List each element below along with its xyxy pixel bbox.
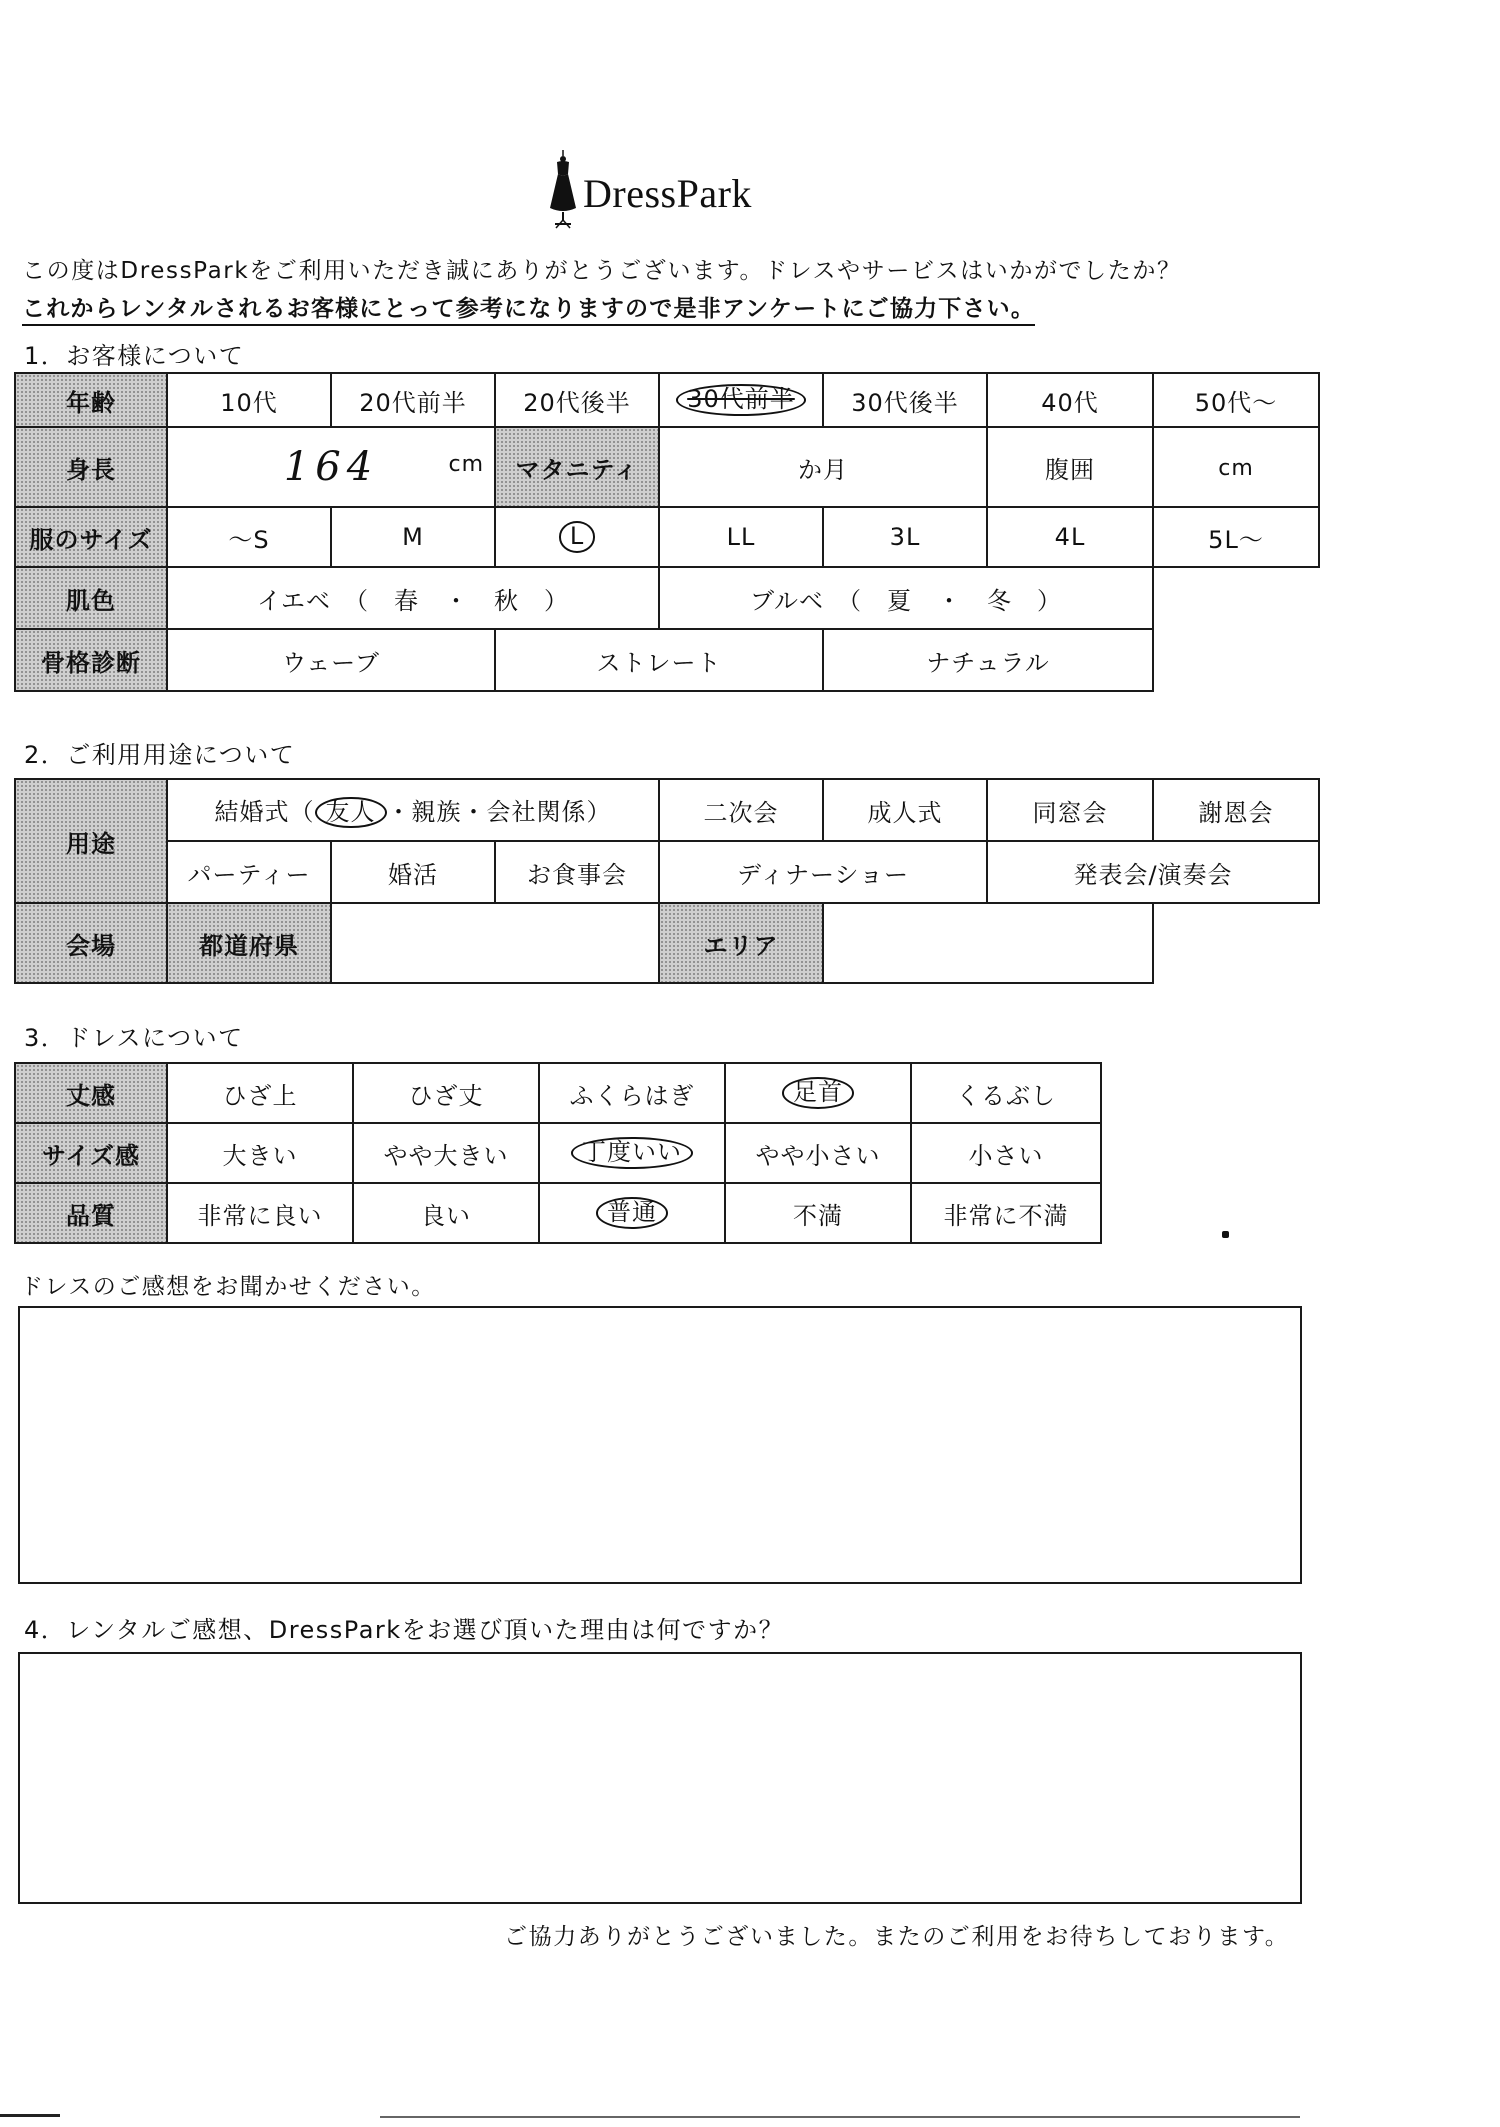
dress-comment-box[interactable] bbox=[18, 1306, 1302, 1584]
fit-option[interactable]: 小さい bbox=[911, 1123, 1101, 1183]
fit-row bbox=[15, 1123, 1101, 1183]
fit-option[interactable]: やや小さい bbox=[725, 1123, 911, 1183]
selected-length: 足首 bbox=[782, 1077, 854, 1109]
dress-comment-prompt: ドレスのご感想をお聞かせください。 bbox=[20, 1274, 436, 1300]
fit-option[interactable]: 大きい bbox=[167, 1123, 353, 1183]
selected-size: L bbox=[559, 521, 595, 553]
age-option-selected[interactable] bbox=[659, 373, 823, 427]
age-option[interactable]: 20代後半 bbox=[495, 373, 659, 427]
size-option[interactable]: 3L bbox=[823, 507, 987, 567]
size-option[interactable]: 5L～ bbox=[1153, 507, 1319, 567]
fit-option[interactable]: やや大きい bbox=[353, 1123, 539, 1183]
purpose-row-1 bbox=[15, 779, 1319, 841]
skin-label: 肌色 bbox=[15, 567, 167, 629]
section4-title: 4．レンタルご感想、DressParkをお選び頂いた理由は何ですか？ bbox=[24, 1616, 785, 1644]
length-label: 丈感 bbox=[15, 1063, 167, 1123]
age-option[interactable]: 50代～ bbox=[1153, 373, 1319, 427]
section3-title: 3．ドレスについて bbox=[24, 1024, 244, 1052]
maternity-label: マタニティ bbox=[495, 427, 659, 507]
selected-quality: 普通 bbox=[596, 1197, 668, 1229]
purpose-wedding[interactable] bbox=[167, 779, 659, 841]
selected-fit: 丁度いい bbox=[571, 1137, 693, 1169]
fit-label: サイズ感 bbox=[15, 1123, 167, 1183]
months-unit: か月 bbox=[798, 455, 848, 484]
venue-label: 会場 bbox=[15, 903, 167, 983]
height-row bbox=[15, 427, 1319, 507]
quality-row bbox=[15, 1183, 1101, 1243]
area-label: エリア bbox=[659, 903, 823, 983]
quality-option[interactable]: 非常に良い bbox=[167, 1183, 353, 1243]
intro-request: これからレンタルされるお客様にとって参考になりますので是非アンケートにご協力下さい。 bbox=[22, 290, 1035, 326]
skin-row bbox=[15, 567, 1319, 629]
scan-speck bbox=[1222, 1231, 1229, 1238]
length-row bbox=[15, 1063, 1101, 1123]
scan-edge-line bbox=[380, 2116, 1300, 2118]
height-value: 164 bbox=[283, 444, 379, 490]
wedding-rest: ・親族・会社関係 bbox=[386, 797, 587, 826]
age-label: 年齢 bbox=[15, 373, 167, 427]
length-option[interactable]: くるぶし bbox=[911, 1063, 1101, 1123]
wedding-suffix: ） bbox=[586, 797, 612, 826]
purpose-option[interactable]: 二次会 bbox=[659, 779, 823, 841]
closing-message: ご協力ありがとうございました。またのご利用をお待ちしております。 bbox=[504, 1924, 1290, 1950]
maternity-months-field[interactable] bbox=[659, 427, 987, 507]
selected-age: 30代前半 bbox=[676, 384, 806, 416]
size-option[interactable]: ～S bbox=[167, 507, 331, 567]
brand-name: DressPark bbox=[583, 171, 752, 216]
purpose-option[interactable]: 発表会/演奏会 bbox=[987, 841, 1319, 903]
skeleton-option[interactable]: ナチュラル bbox=[823, 629, 1153, 691]
size-option[interactable]: LL bbox=[659, 507, 823, 567]
height-field[interactable] bbox=[167, 427, 495, 507]
purpose-table bbox=[14, 778, 1320, 984]
skin-yellow-option[interactable]: イエベ （ 春 ・ 秋 ） bbox=[167, 567, 659, 629]
wedding-prefix: 結婚式（ bbox=[214, 797, 315, 826]
size-option-selected[interactable] bbox=[495, 507, 659, 567]
purpose-option[interactable]: 謝恩会 bbox=[1153, 779, 1319, 841]
dress-form-icon bbox=[545, 150, 581, 230]
waist-unit: cm bbox=[1218, 456, 1254, 481]
section2-title: 2．ご利用用途について bbox=[24, 741, 296, 769]
skeleton-row bbox=[15, 629, 1319, 691]
area-field[interactable] bbox=[823, 903, 1153, 983]
waist-field[interactable] bbox=[1153, 427, 1319, 507]
size-label: 服のサイズ bbox=[15, 507, 167, 567]
purpose-option[interactable]: お食事会 bbox=[495, 841, 659, 903]
quality-option-selected[interactable] bbox=[539, 1183, 725, 1243]
fit-option-selected[interactable] bbox=[539, 1123, 725, 1183]
height-label: 身長 bbox=[15, 427, 167, 507]
length-option[interactable]: ひざ丈 bbox=[353, 1063, 539, 1123]
wedding-friend-selected: 友人 bbox=[315, 797, 387, 829]
skeleton-label: 骨格診断 bbox=[15, 629, 167, 691]
rental-comment-box[interactable] bbox=[18, 1652, 1302, 1904]
age-option[interactable]: 40代 bbox=[987, 373, 1153, 427]
prefecture-field[interactable] bbox=[331, 903, 659, 983]
dresspark-logo bbox=[545, 150, 785, 230]
purpose-option[interactable]: ディナーショー bbox=[659, 841, 987, 903]
age-row bbox=[15, 373, 1319, 427]
purpose-option[interactable]: 成人式 bbox=[823, 779, 987, 841]
prefecture-label: 都道府県 bbox=[167, 903, 331, 983]
intro-text: この度はDressParkをご利用いただき誠にありがとうございます。ドレスやサービスはいかがでしたか？ bbox=[22, 258, 1182, 284]
quality-option[interactable]: 良い bbox=[353, 1183, 539, 1243]
skeleton-option[interactable]: ウェーブ bbox=[167, 629, 495, 691]
skeleton-option[interactable]: ストレート bbox=[495, 629, 823, 691]
purpose-option[interactable]: 同窓会 bbox=[987, 779, 1153, 841]
venue-row bbox=[15, 903, 1319, 983]
scan-edge-line bbox=[0, 2114, 60, 2117]
length-option-selected[interactable] bbox=[725, 1063, 911, 1123]
size-option[interactable]: M bbox=[331, 507, 495, 567]
height-unit: cm bbox=[448, 452, 484, 477]
quality-label: 品質 bbox=[15, 1183, 167, 1243]
quality-option[interactable]: 非常に不満 bbox=[911, 1183, 1101, 1243]
purpose-label: 用途 bbox=[15, 779, 167, 903]
age-option[interactable]: 10代 bbox=[167, 373, 331, 427]
purpose-row-2 bbox=[15, 841, 1319, 903]
size-option[interactable]: 4L bbox=[987, 507, 1153, 567]
section1-title: 1．お客様について bbox=[24, 342, 245, 370]
skin-blue-option[interactable]: ブルベ （ 夏 ・ 冬 ） bbox=[659, 567, 1153, 629]
purpose-option[interactable]: パーティー bbox=[167, 841, 331, 903]
size-row bbox=[15, 507, 1319, 567]
customer-table bbox=[14, 372, 1320, 692]
length-option[interactable]: ひざ上 bbox=[167, 1063, 353, 1123]
age-option[interactable]: 30代後半 bbox=[823, 373, 987, 427]
waist-label: 腹囲 bbox=[987, 427, 1153, 507]
age-option[interactable]: 20代前半 bbox=[331, 373, 495, 427]
length-option[interactable]: ふくらはぎ bbox=[539, 1063, 725, 1123]
dress-table bbox=[14, 1062, 1102, 1244]
quality-option[interactable]: 不満 bbox=[725, 1183, 911, 1243]
purpose-option[interactable]: 婚活 bbox=[331, 841, 495, 903]
